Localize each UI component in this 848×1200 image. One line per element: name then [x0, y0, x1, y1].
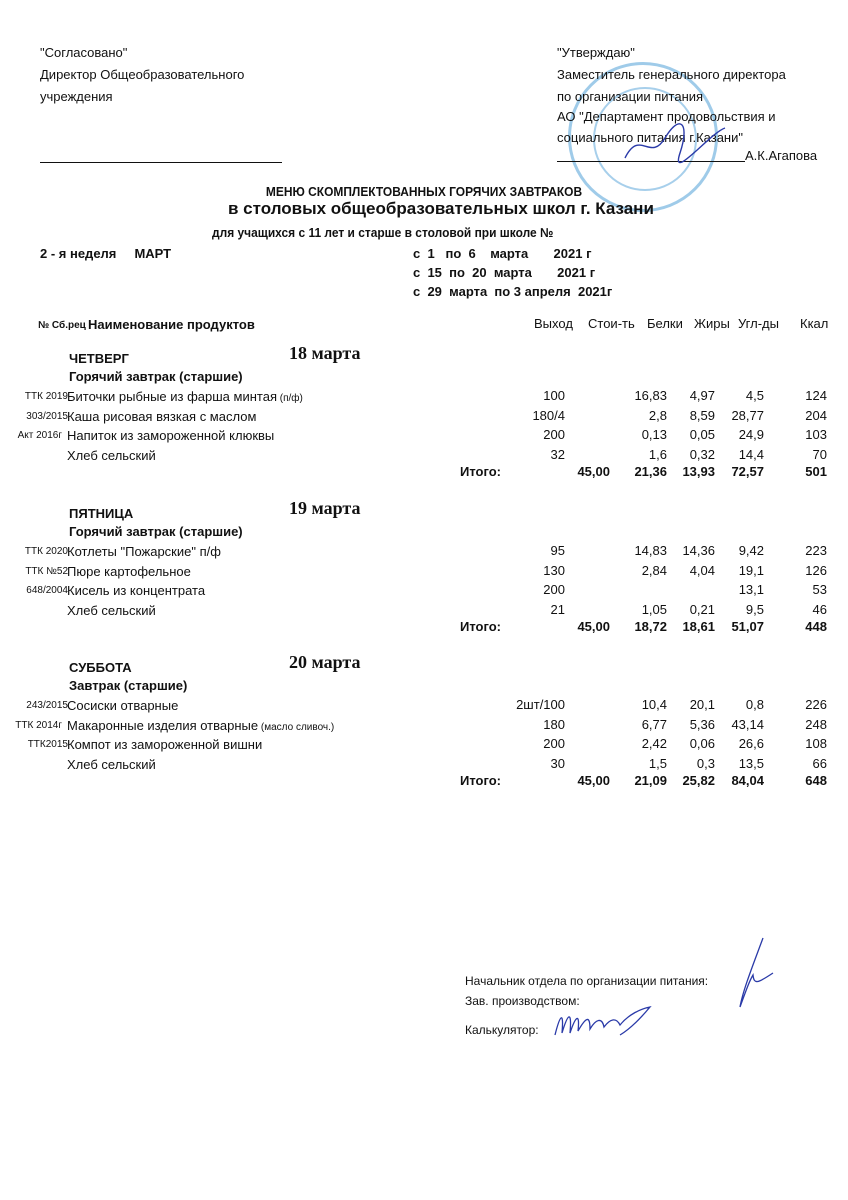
protein-value: 10,4: [641, 697, 667, 712]
protein-value: 1,05: [641, 601, 667, 617]
dish-name: [67, 697, 178, 717]
fat-value: 0,3: [696, 755, 715, 771]
col-cost: Стои-ть: [588, 316, 635, 331]
yield-value: 100: [543, 388, 565, 403]
carbs-value: 24,9: [738, 427, 764, 442]
table-row: [0, 582, 848, 601]
dish-name: [67, 736, 262, 756]
carbs-value: 4,5: [745, 388, 764, 403]
director-signature-line: [40, 162, 282, 163]
day-name: СУББОТА: [69, 660, 132, 675]
week-label: 2 - я неделя МАРТ: [40, 246, 172, 261]
calculator-signature-icon: [550, 1005, 670, 1040]
fat-value: 14,36: [682, 543, 715, 558]
protein-value: 6,77: [641, 716, 667, 732]
table-row: [0, 602, 848, 621]
carbs-value: 14,4: [738, 446, 764, 462]
fat-value: 4,04: [689, 562, 715, 578]
fat-value: 8,59: [689, 407, 715, 423]
recipe-ref: ТТК 2020: [24, 546, 68, 557]
total-carbs: 72,57: [731, 464, 764, 479]
kcal-value: 46: [812, 601, 827, 617]
col-kcal: Ккал: [800, 316, 829, 331]
dish-name-text: Компот из замороженной вишни: [67, 737, 263, 752]
recipe-ref: ТТК 2014г: [15, 719, 62, 731]
total-kcal: 648: [805, 773, 827, 788]
col-carbs: Угл-ды: [738, 316, 779, 331]
kcal-value: 226: [805, 697, 827, 712]
dish-name-text: Хлеб сельский: [67, 756, 156, 772]
protein-value: 0,13: [641, 427, 667, 442]
total-cost: 45,00: [577, 464, 610, 479]
dish-name-text: Кисель из концентрата: [67, 583, 206, 598]
day-name: ЧЕТВЕРГ: [69, 351, 129, 366]
kcal-value: 223: [805, 543, 827, 558]
dish-name-text: Сосиски отварные: [67, 698, 179, 713]
carbs-value: 28,77: [731, 407, 764, 423]
total-fat: 13,93: [682, 464, 715, 479]
dish-name: [67, 543, 221, 563]
fat-value: 0,05: [689, 427, 715, 442]
carbs-value: 0,8: [745, 697, 764, 712]
meal-type: Горячий завтрак (старшие): [69, 369, 243, 384]
fat-value: 5,36: [689, 716, 715, 732]
table-row: [0, 427, 848, 446]
approver-org-1: АО "Департамент продовольствия и: [557, 109, 776, 124]
approver-title: Заместитель генерального директора: [557, 67, 786, 82]
kcal-value: 103: [805, 427, 827, 442]
yield-value: 95: [550, 543, 565, 558]
total-protein: 21,09: [634, 773, 667, 788]
dish-name-text: Макаронные изделия отварные: [67, 717, 259, 733]
yield-value: 30: [550, 755, 565, 771]
protein-value: 2,84: [641, 562, 667, 578]
total-carbs: 51,07: [731, 619, 764, 634]
total-cost: 45,00: [577, 773, 610, 788]
kcal-value: 108: [805, 736, 827, 751]
total-fat: 18,61: [682, 619, 715, 634]
protein-value: 2,42: [641, 736, 667, 751]
day-name: ПЯТНИЦА: [69, 506, 134, 521]
carbs-value: 26,6: [738, 736, 764, 751]
col-protein: Белки: [647, 316, 683, 331]
date-range-3: с 29 марта по 3 апреля 2021г: [413, 284, 613, 299]
total-label: Итого:: [460, 773, 501, 788]
dish-name-text: Котлеты "Пожарские" п/ф: [67, 544, 221, 559]
table-row: [0, 717, 848, 736]
dish-name: [67, 427, 274, 447]
dish-note: (масло сливоч.): [258, 721, 335, 733]
dish-name-text: Хлеб сельский: [67, 447, 156, 463]
approver-org-2: социального питания г.Казани": [557, 130, 743, 145]
recipe-ref: ТТК2015: [27, 739, 68, 750]
yield-value: 32: [550, 446, 565, 462]
kcal-value: 126: [805, 562, 827, 578]
yield-value: 180/4: [532, 407, 565, 423]
footer-head-of-dept: Начальник отдела по организации питания:: [465, 974, 709, 988]
carbs-value: 13,1: [738, 582, 764, 597]
menu-title: МЕНЮ СКОМПЛЕКТОВАННЫХ ГОРЯЧИХ ЗАВТРАКОВ: [265, 184, 583, 199]
total-label: Итого:: [460, 619, 501, 634]
menu-subtitle: в столовых общеобразовательных школ г. Казани: [228, 199, 654, 218]
total-carbs: 84,04: [731, 773, 764, 788]
kcal-value: 248: [805, 716, 827, 732]
fat-value: 4,97: [689, 388, 715, 403]
kcal-value: 124: [805, 388, 827, 403]
footer-production-head: Зав. производством:: [465, 994, 580, 1008]
director-institution: учреждения: [40, 89, 113, 104]
fat-value: 20,1: [689, 697, 715, 712]
meal-type: Завтрак (старшие): [69, 678, 188, 693]
col-yield: Выход: [534, 316, 573, 331]
kcal-value: 204: [805, 407, 827, 423]
col-ref: № Сб.рец: [38, 320, 86, 331]
yield-value: 21: [550, 601, 565, 617]
dish-note: (п/ф): [276, 393, 303, 404]
approver-signature-icon: [620, 118, 730, 168]
recipe-ref: 303/2015: [26, 410, 68, 422]
protein-value: 2,8: [648, 407, 667, 423]
dish-name-text: Напиток из замороженной клюквы: [67, 428, 275, 443]
carbs-value: 43,14: [731, 716, 764, 732]
approved-label: "Утверждаю": [557, 45, 635, 60]
date-range-1: с 1 по 6 марта 2021 г: [413, 246, 592, 261]
fat-value: 0,21: [689, 601, 715, 617]
dish-name-text: Хлеб сельский: [67, 602, 156, 618]
total-kcal: 448: [805, 619, 827, 634]
approver-name: А.К.Агапова: [745, 148, 818, 163]
carbs-value: 9,42: [738, 543, 764, 558]
recipe-ref: 243/2015: [26, 700, 68, 711]
director-title: Директор Общеобразовательного: [40, 67, 245, 82]
head-signature-icon: [728, 935, 778, 1010]
dish-name: [67, 563, 191, 583]
yield-value: 200: [543, 736, 565, 751]
table-row: [0, 543, 848, 562]
menu-audience: для учащихся с 11 лет и старше в столовой при школе №: [212, 225, 554, 240]
day-date: 19 марта: [289, 498, 361, 518]
total-row: [0, 464, 848, 483]
protein-value: 1,6: [648, 446, 667, 462]
protein-value: 14,83: [634, 543, 667, 558]
recipe-ref: 648/2004: [26, 585, 68, 596]
yield-value: 130: [543, 562, 565, 578]
carbs-value: 9,5: [745, 601, 764, 617]
day-date: 18 марта: [289, 343, 361, 363]
table-row: [0, 697, 848, 716]
day-date: 20 марта: [289, 652, 361, 672]
table-row: [0, 408, 848, 427]
approval-agreed-label: "Согласовано": [40, 45, 128, 60]
total-fat: 25,82: [682, 773, 715, 788]
approver-dept: по организации питания: [557, 89, 704, 104]
recipe-ref: ТТК 2019: [24, 391, 68, 402]
recipe-ref: ТТК №52: [25, 565, 68, 577]
total-protein: 21,36: [634, 464, 667, 479]
total-protein: 18,72: [634, 619, 667, 634]
total-row: [0, 619, 848, 638]
fat-value: 0,32: [689, 446, 715, 462]
dish-name: [67, 388, 303, 408]
kcal-value: 66: [812, 755, 827, 771]
protein-value: 16,83: [634, 388, 667, 403]
table-row: [0, 388, 848, 407]
dish-name: [67, 582, 205, 602]
table-row: [0, 563, 848, 582]
yield-value: 200: [543, 582, 565, 597]
table-row: [0, 447, 848, 466]
footer-calculator: Калькулятор:: [465, 1023, 539, 1037]
dish-name-text: Пюре картофельное: [67, 563, 191, 579]
dish-name-text: Каша рисовая вязкая с маслом: [67, 408, 257, 424]
dish-name: [67, 408, 256, 428]
recipe-ref: Акт 2016г: [17, 430, 62, 441]
carbs-value: 13,5: [738, 755, 764, 771]
fat-value: 0,06: [689, 736, 715, 751]
total-cost: 45,00: [577, 619, 610, 634]
total-kcal: 501: [805, 464, 827, 479]
protein-value: 1,5: [648, 755, 667, 771]
col-fat: Жиры: [694, 316, 730, 331]
kcal-value: 53: [812, 582, 827, 597]
table-row: [0, 756, 848, 775]
kcal-value: 70: [812, 446, 827, 462]
yield-value: 180: [543, 716, 565, 732]
yield-value: 200: [543, 427, 565, 442]
date-range-2: с 15 по 20 марта 2021 г: [413, 265, 596, 280]
col-name: Наименование продуктов: [88, 317, 255, 332]
table-row: [0, 736, 848, 755]
dish-name-text: Биточки рыбные из фарша минтая: [67, 389, 277, 404]
dish-name: [67, 717, 334, 737]
carbs-value: 19,1: [738, 562, 764, 578]
total-label: Итого:: [460, 464, 501, 479]
total-row: [0, 773, 848, 792]
yield-value: 2шт/100: [516, 697, 565, 712]
meal-type: Горячий завтрак (старшие): [69, 524, 243, 539]
